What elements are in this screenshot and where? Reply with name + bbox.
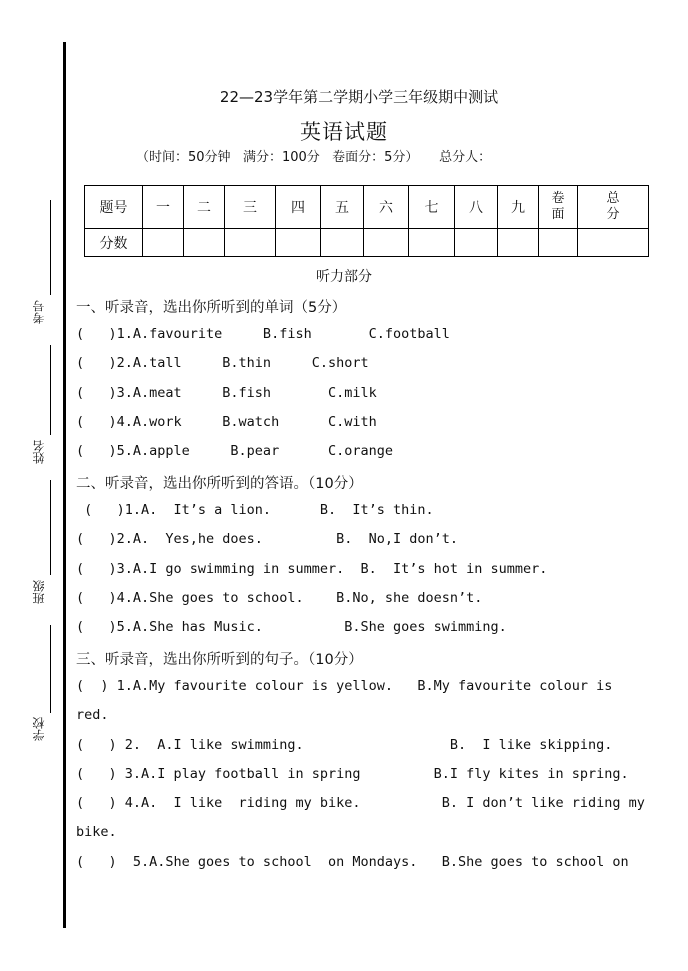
question-line: ( )3.A.I go swimming in summer. B. It’s hot in summer.	[76, 561, 548, 577]
class-underline	[50, 480, 51, 575]
question-line: ( )1.A.favourite B.fish C.football	[76, 326, 450, 342]
binding-margin-line	[63, 42, 66, 928]
question-line: ( )2.A. Yes,he does. B. No,I don’t.	[76, 531, 459, 547]
table-cell: 卷面	[551, 191, 565, 223]
question-line: ( )1.A. It’s a lion. B. It’s thin.	[76, 502, 434, 518]
part1-heading: 一、听录音，选出你所听到的单词（5分）	[76, 300, 347, 316]
score-input-cell[interactable]	[143, 229, 184, 257]
score-input-cell[interactable]	[276, 229, 321, 257]
exam-info: （时间：50分钟 满分：100分 卷面分：5分） 总分人：	[136, 150, 492, 165]
score-table	[84, 185, 649, 257]
school-field[interactable]	[30, 625, 60, 755]
score-input-cell[interactable]	[225, 229, 276, 257]
question-line: ( ) 3.A.I play football in spring B.I fly kites in spring.	[76, 766, 629, 782]
score-input-cell[interactable]	[455, 229, 498, 257]
score-table-header-row	[85, 186, 649, 229]
table-cell: 九	[498, 186, 539, 229]
table-cell: 六	[364, 186, 409, 229]
name-underline	[50, 345, 51, 435]
table-cell: 五	[321, 186, 364, 229]
question-line: ( ) 1.A.My favourite colour is yellow. B.My favourite colour is	[76, 678, 613, 694]
listening-section-label: 听力部分	[316, 269, 372, 285]
table-cell: 总分	[606, 191, 620, 223]
score-input-cell[interactable]	[409, 229, 455, 257]
table-cell: 题号	[85, 186, 143, 229]
score-table-score-row	[85, 229, 649, 257]
question-line: ( ) 2. A.I like swimming. B. I like skipping.	[76, 737, 613, 753]
school-label: 学校	[32, 717, 46, 741]
question-line: ( )4.A.She goes to school. B.No, she doesn’t.	[76, 590, 483, 606]
exam-title: 22—23学年第二学期小学三年级期中测试	[219, 88, 499, 106]
score-input-cell[interactable]	[578, 229, 649, 257]
question-line: ( ) 5.A.She goes to school on Mondays. B.She goes to school on	[76, 854, 629, 870]
score-input-cell[interactable]	[364, 229, 409, 257]
question-line: ( )2.A.tall B.thin C.short	[76, 355, 369, 371]
table-cell: 八	[455, 186, 498, 229]
question-line: ( )4.A.work B.watch C.with	[76, 414, 377, 430]
score-input-cell[interactable]	[184, 229, 225, 257]
question-line: ( ) 4.A. I like riding my bike. B. I don’t like riding my	[76, 795, 645, 811]
question-line: ( )5.A.apple B.pear C.orange	[76, 443, 393, 459]
table-cell: 七	[409, 186, 455, 229]
subject-title: 英语试题	[300, 120, 388, 144]
part2-heading: 二、听录音，选出你所听到的答语。（10分）	[76, 476, 363, 492]
table-cell: 分数	[85, 229, 143, 257]
question-line: ( )5.A.She has Music. B.She goes swimming.	[76, 619, 507, 635]
table-cell: 一	[143, 186, 184, 229]
question-line: red.	[76, 707, 109, 723]
exam-number-label: 考号	[32, 300, 46, 324]
score-input-cell[interactable]	[539, 229, 578, 257]
table-cell: 二	[184, 186, 225, 229]
name-label: 姓名	[32, 440, 46, 464]
part3-heading: 三、听录音，选出你所听到的句子。（10分）	[76, 652, 363, 668]
class-field[interactable]	[30, 480, 60, 610]
name-field[interactable]	[30, 345, 60, 470]
question-line: ( )3.A.meat B.fish C.milk	[76, 385, 377, 401]
class-label: 班级	[32, 580, 46, 604]
score-input-cell[interactable]	[321, 229, 364, 257]
table-cell: 三	[225, 186, 276, 229]
table-cell: 四	[276, 186, 321, 229]
question-line: bike.	[76, 824, 117, 840]
school-underline	[50, 625, 51, 713]
score-input-cell[interactable]	[498, 229, 539, 257]
